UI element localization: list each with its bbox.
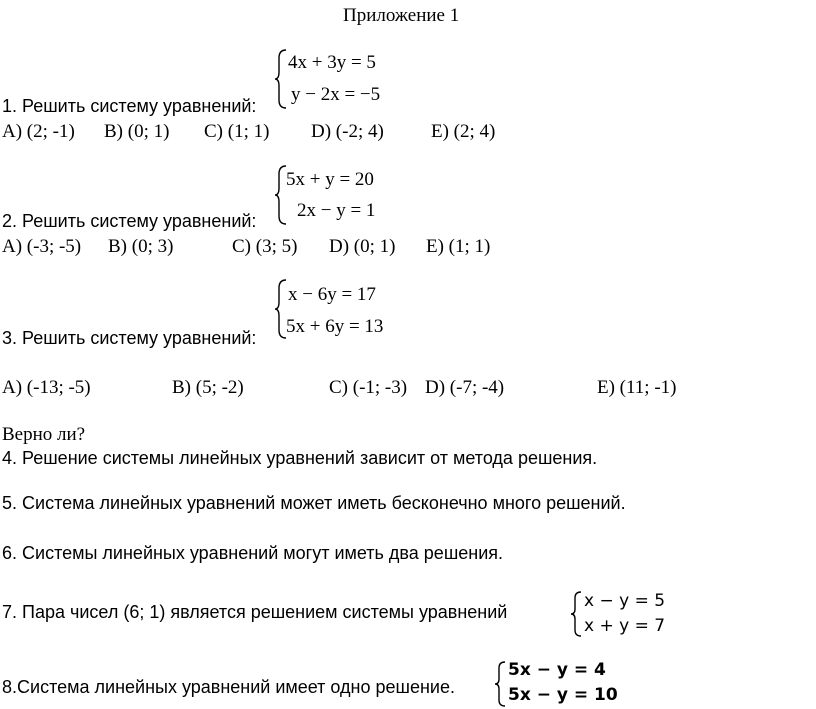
q1-option-a[interactable]: A) (2; -1) xyxy=(2,121,75,142)
system-brace-s8 xyxy=(494,660,508,708)
section-heading: Верно ли? xyxy=(2,424,86,445)
page-title: Приложение 1 xyxy=(343,5,460,26)
q2-option-b[interactable]: B) (0; 3) xyxy=(108,236,174,257)
q3-option-c[interactable]: C) (-1; -3) xyxy=(329,377,408,398)
q2-option-a[interactable]: A) (-3; -5) xyxy=(2,236,82,257)
q2-text: 2. Решить систему уравнений: xyxy=(2,211,257,231)
q2-option-c[interactable]: C) (3; 5) xyxy=(232,236,298,257)
statement-8: 8.Система линейных уравнений имеет одно решение. xyxy=(2,677,455,697)
s8-equation-1: 5x − y = 4 xyxy=(508,660,606,680)
q3-option-a[interactable]: A) (-13; -5) xyxy=(2,377,91,398)
q2-option-e[interactable]: E) (1; 1) xyxy=(426,236,491,257)
q1-option-d[interactable]: D) (-2; 4) xyxy=(311,121,384,142)
s8-equation-2: 5x − y = 10 xyxy=(508,685,618,705)
q3-option-b[interactable]: B) (5; -2) xyxy=(172,377,244,398)
s7-equation-2: x + y = 7 xyxy=(584,616,666,636)
q1-option-b[interactable]: B) (0; 1) xyxy=(104,121,170,142)
statement-4: 4. Решение системы линейных уравнений зависит от метода решения. xyxy=(2,448,598,468)
q3-option-d[interactable]: D) (-7; -4) xyxy=(425,377,505,398)
q1-option-c[interactable]: C) (1; 1) xyxy=(204,121,270,142)
q3-text: 3. Решить систему уравнений: xyxy=(2,328,257,348)
statement-6: 6. Системы линейных уравнений могут иметь два решения. xyxy=(2,543,504,563)
statement-5: 5. Система линейных уравнений может иметь бесконечно много решений. xyxy=(2,493,626,513)
q3-equation-1: x − 6y = 17 xyxy=(288,284,376,305)
q2-equation-1: 5x + y = 20 xyxy=(286,169,374,190)
statement-7: 7. Пара чисел (6; 1) является решением системы уравнений xyxy=(2,602,508,622)
q2-option-d[interactable]: D) (0; 1) xyxy=(329,236,396,257)
q3-equation-2: 5x + 6y = 13 xyxy=(286,316,384,337)
q2-equation-2: 2x − y = 1 xyxy=(297,200,376,221)
q1-equation-1: 4x + 3y = 5 xyxy=(288,52,376,73)
s7-equation-1: x − y = 5 xyxy=(584,591,666,611)
q1-option-e[interactable]: E) (2; 4) xyxy=(431,121,496,142)
q1-equation-2: y − 2x = −5 xyxy=(291,84,381,105)
q3-option-e[interactable]: E) (11; -1) xyxy=(597,377,677,398)
system-brace-s7 xyxy=(570,590,584,638)
q1-text: 1. Решить систему уравнений: xyxy=(2,96,257,116)
